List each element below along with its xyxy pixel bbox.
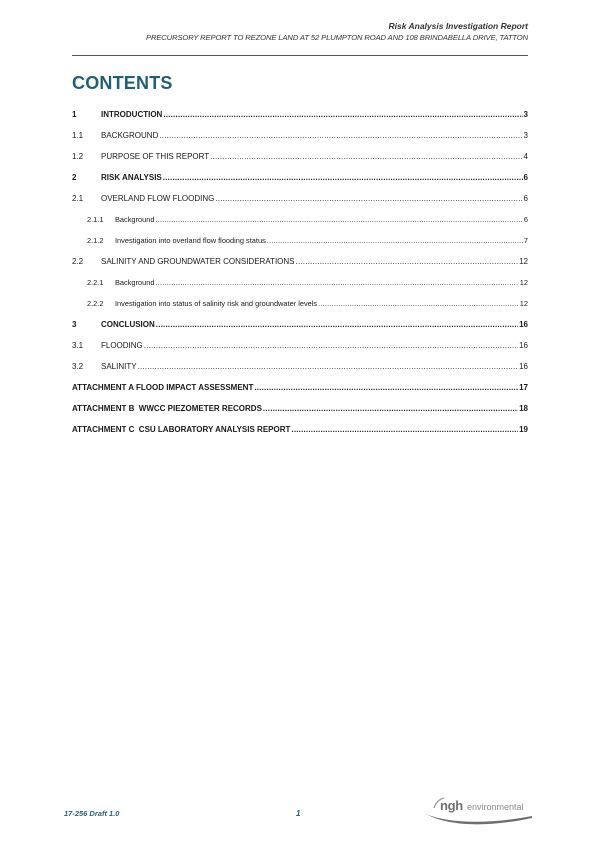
toc-page: 6 <box>523 215 528 224</box>
toc-number: 1 <box>72 110 77 119</box>
toc-page: 4 <box>523 152 528 161</box>
toc-leader-dots <box>267 236 523 245</box>
toc-leader-dots <box>318 299 519 308</box>
header-subtitle: PRECURSORY REPORT TO REZONE LAND AT 52 PLUMPTON ROAD AND 108 BRINDABELLA DRIVE, TATTON <box>145 33 528 42</box>
toc-page: 12 <box>519 278 528 287</box>
toc-label: RISK ANALYSIS <box>101 173 162 182</box>
toc-entry-attachment-c[interactable] <box>72 425 528 439</box>
toc-page: 16 <box>519 362 528 371</box>
toc-number: 2.1.1 <box>87 215 104 224</box>
toc-label: Investigation into status of salinity risk and groundwater levels <box>115 299 318 308</box>
toc-label: BACKGROUND <box>101 131 159 140</box>
toc-number: 2.2.1 <box>87 278 104 287</box>
toc-number: 3.2 <box>72 362 84 371</box>
toc-entry-background[interactable] <box>72 131 528 145</box>
toc-page: 12 <box>519 257 528 266</box>
toc-page: 12 <box>519 299 528 308</box>
toc-leader-dots <box>144 341 518 350</box>
logo-subtext: environmental <box>467 802 524 812</box>
toc-label: SALINITY AND GROUNDWATER CONSIDERATIONS <box>101 257 295 266</box>
toc-entry-introduction[interactable] <box>72 110 528 124</box>
toc-leader-dots <box>138 362 519 371</box>
toc-number: 2.2 <box>72 257 84 266</box>
toc-leader-dots <box>210 152 522 161</box>
toc-label: FLOODING <box>101 341 143 350</box>
toc-entry-attachment-a[interactable] <box>72 383 528 397</box>
toc-leader-dots <box>159 131 522 140</box>
toc-label: ATTACHMENT C CSU LABORATORY ANALYSIS REPORT <box>72 425 291 434</box>
toc-entry-purpose[interactable] <box>72 152 528 166</box>
toc-leader-dots <box>215 194 522 203</box>
toc-entry-attachment-b[interactable] <box>72 404 528 418</box>
toc-entry-salinity-investigation[interactable] <box>72 299 528 313</box>
toc-leader-dots <box>163 173 523 182</box>
toc-label: Background <box>115 278 155 287</box>
toc-page: 17 <box>519 383 528 392</box>
toc-label: Background <box>115 215 155 224</box>
header-divider <box>72 55 528 56</box>
page-number: 1 <box>296 809 301 818</box>
toc-entry-flood-background[interactable] <box>72 215 528 229</box>
contents-heading: CONTENTS <box>72 73 173 93</box>
toc-leader-dots <box>155 215 522 224</box>
toc-label: ATTACHMENT B WWCC PIEZOMETER RECORDS <box>72 404 262 413</box>
toc-page: 3 <box>523 131 528 140</box>
toc-page: 16 <box>519 341 528 350</box>
toc-leader-dots <box>155 278 518 287</box>
header-block <box>146 21 528 43</box>
toc-number: 3 <box>72 320 77 329</box>
header-title: Risk Analysis Investigation Report <box>388 21 528 31</box>
toc-entry-overland-flow[interactable] <box>72 194 528 208</box>
toc-label: SALINITY <box>101 362 137 371</box>
toc-page: 7 <box>523 236 528 245</box>
toc-label: PURPOSE OF THIS REPORT <box>101 152 210 161</box>
toc-number: 1.2 <box>72 152 84 161</box>
toc-page: 6 <box>523 194 528 203</box>
toc-page: 19 <box>519 425 528 434</box>
toc-entry-flooding[interactable] <box>72 341 528 355</box>
toc-entry-conclusion[interactable] <box>72 320 528 334</box>
toc-leader-dots <box>156 320 518 329</box>
toc-page: 6 <box>523 173 528 182</box>
toc-leader-dots <box>291 425 518 434</box>
toc-entry-salinity-background[interactable] <box>72 278 528 292</box>
toc-entry-flood-investigation[interactable] <box>72 236 528 250</box>
toc-number: 3.1 <box>72 341 84 350</box>
toc-number: 1.1 <box>72 131 84 140</box>
toc-label: Investigation into overland flow flooding status <box>115 236 266 245</box>
logo-wordmark: ngh <box>440 798 463 813</box>
toc-label: OVERLAND FLOW FLOODING <box>101 194 215 203</box>
toc-entry-risk-analysis[interactable] <box>72 173 528 187</box>
toc-leader-dots <box>296 257 519 266</box>
toc-number: 2 <box>72 173 77 182</box>
toc-label: INTRODUCTION <box>101 110 163 119</box>
toc-page: 16 <box>519 320 528 329</box>
toc-number: 2.1.2 <box>87 236 104 245</box>
toc-entry-salinity[interactable] <box>72 362 528 376</box>
toc-label: ATTACHMENT A FLOOD IMPACT ASSESSMENT <box>72 383 254 392</box>
toc-number: 2.2.2 <box>87 299 104 308</box>
toc-entry-salinity-groundwater[interactable] <box>72 257 528 271</box>
toc-leader-dots <box>263 404 518 413</box>
toc-page: 18 <box>519 404 528 413</box>
toc-number: 2.1 <box>72 194 84 203</box>
toc-leader-dots <box>254 383 518 392</box>
ngh-logo <box>420 794 535 826</box>
toc-label: CONCLUSION <box>101 320 155 329</box>
toc-page: 3 <box>523 110 528 119</box>
document-reference: 17-256 Draft 1.0 <box>64 809 120 818</box>
toc-leader-dots <box>163 110 522 119</box>
